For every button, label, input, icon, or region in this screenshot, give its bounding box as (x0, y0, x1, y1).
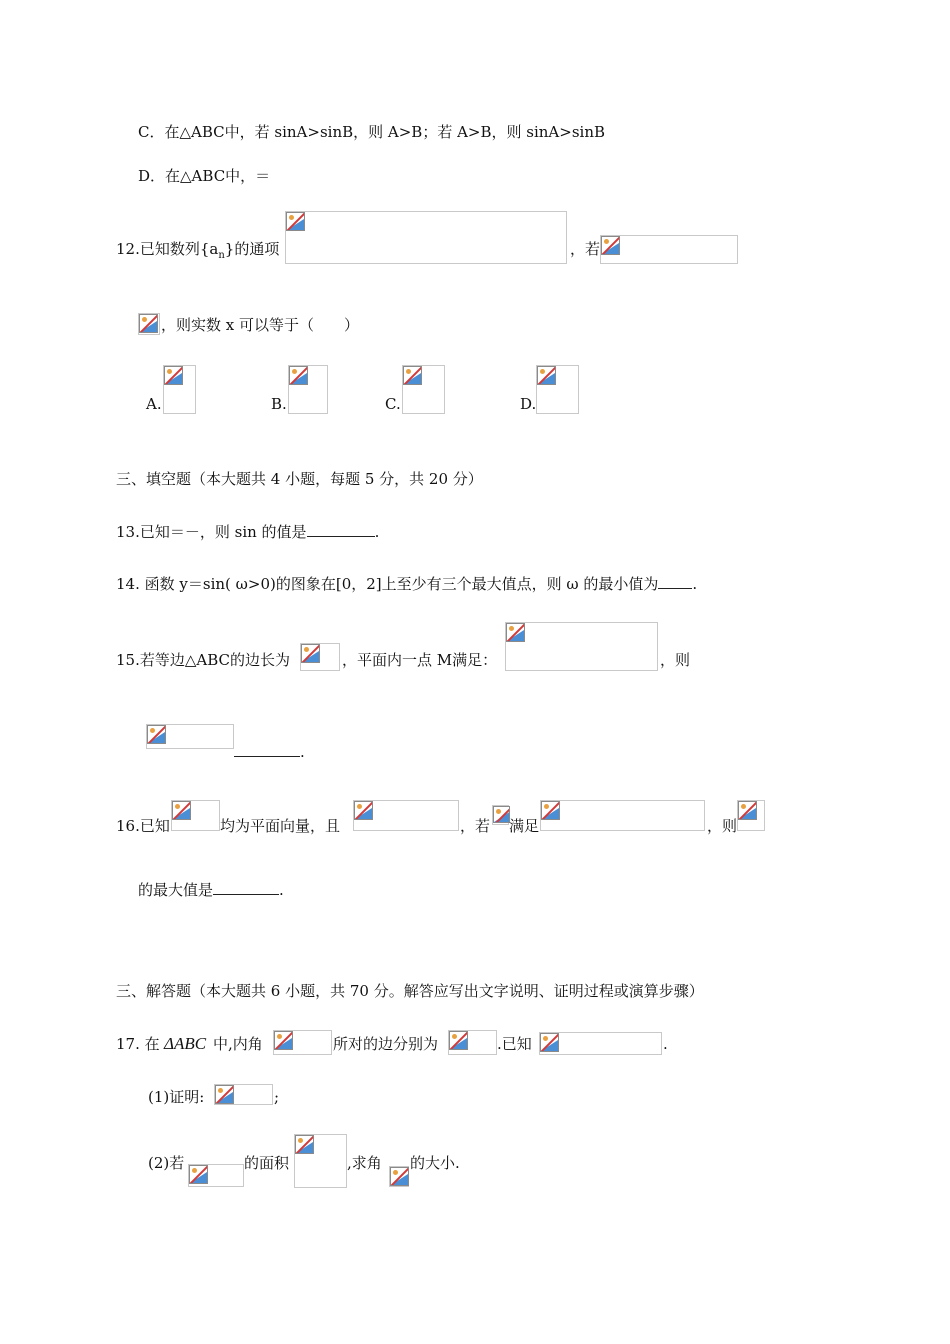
q14-end: . (692, 575, 698, 593)
formula-image (402, 365, 445, 414)
q17-end: . (663, 1035, 668, 1053)
image-placeholder-icon (286, 212, 305, 231)
question-12-text (116, 239, 279, 266)
section-heading-solutions: 三、解答题（本大题共 6 小题，共 70 分。解答应写出文字说明、证明过程或演算步骤） (116, 982, 704, 1000)
q15-part1: 15.若等边△ABC的边长为 (116, 651, 291, 669)
q12-option-b-label: B. (271, 395, 287, 413)
q16-part5: ，则 (707, 817, 738, 835)
q16-part3: ，若 (460, 817, 491, 835)
formula-image (737, 800, 765, 831)
image-placeholder-icon (172, 801, 191, 820)
image-placeholder-icon (215, 1085, 234, 1104)
q13-end: . (374, 523, 380, 541)
q17-part1: 17. 在 (116, 1035, 160, 1053)
q12-option-c-label: C. (385, 395, 401, 413)
image-placeholder-icon (274, 1031, 293, 1050)
q14-text: 14. 函数 y＝sin( ω>0)的图象在[0，2]上至少有三个最大值点，则 ω 的最小值为 (116, 575, 659, 593)
q13-text: 13.已知＝－，则 sin 的值是 (116, 523, 307, 541)
q12-option-a-label: A. (146, 395, 162, 413)
q17-sub1: (1)证明: (148, 1088, 205, 1106)
q15-part3: ，则 (660, 651, 691, 669)
q12-part2: }的通项 (224, 240, 280, 258)
formula-image (273, 1030, 332, 1055)
q17-part4: .已知 (497, 1035, 532, 1053)
q12-part1: 12.已知数列{a (116, 240, 219, 258)
image-placeholder-icon (601, 236, 620, 255)
formula-image (505, 622, 658, 671)
q17-triangle: ΔABC (164, 1034, 207, 1053)
question-16-line2 (138, 880, 284, 900)
answer-blank (307, 522, 375, 537)
formula-image (536, 365, 579, 414)
q16-part2: 均为平面向量，且 (220, 817, 341, 835)
image-placeholder-icon (390, 1167, 409, 1186)
option-d: D．在△ABC中，＝ (138, 167, 271, 185)
formula-image (300, 643, 340, 671)
section-heading-fill-blank: 三、填空题（本大题共 4 小题，每题 5 分，共 20 分） (116, 470, 483, 488)
q12-option-d-label: D. (520, 395, 537, 413)
answer-blank (213, 880, 279, 895)
formula-image (539, 1032, 662, 1055)
answer-blank (234, 742, 300, 757)
q16-line2: 的最大值是 (138, 881, 214, 899)
question-13 (116, 522, 379, 542)
formula-image (288, 365, 328, 414)
image-placeholder-icon (537, 366, 556, 385)
image-placeholder-icon (738, 801, 757, 820)
q15-answer-line (234, 742, 305, 762)
formula-image (389, 1166, 409, 1187)
image-placeholder-icon (493, 806, 510, 823)
q16-part1: 16.已知 (116, 817, 170, 835)
question-14 (116, 574, 697, 594)
q12-part3: ，若 (570, 240, 601, 258)
image-placeholder-icon (164, 366, 183, 385)
formula-image (163, 365, 196, 414)
q16-end: . (279, 881, 284, 899)
formula-image (171, 800, 220, 831)
q17-sub2b: 的面积 (244, 1154, 290, 1172)
q15-part2: ，平面内一点 M满足： (342, 651, 498, 669)
formula-image (188, 1164, 244, 1187)
image-placeholder-icon (295, 1135, 314, 1154)
image-placeholder-icon (449, 1031, 468, 1050)
q17-part3: 所对的边分别为 (333, 1035, 439, 1053)
formula-image (448, 1030, 497, 1055)
image-placeholder-icon (541, 801, 560, 820)
image-placeholder-icon (540, 1033, 559, 1052)
image-placeholder-icon (189, 1165, 208, 1184)
q15-end: . (300, 743, 305, 761)
formula-image (146, 724, 234, 749)
q17-sub2d: 的大小. (410, 1154, 460, 1172)
formula-image (214, 1084, 273, 1105)
q12-line2: ，则实数 x 可以等于（ ） (161, 316, 359, 334)
image-placeholder-icon (354, 801, 373, 820)
q17-sub2c: ,求角 (347, 1154, 382, 1172)
image-placeholder-icon (139, 314, 158, 333)
image-placeholder-icon (403, 366, 422, 385)
formula-image (138, 313, 160, 335)
formula-image (540, 800, 705, 831)
q17-sub1-end: ; (274, 1088, 280, 1106)
formula-image (285, 211, 567, 264)
formula-image (353, 800, 459, 831)
q16-part4: 满足 (509, 817, 540, 835)
q12-subscript: n (218, 250, 225, 261)
image-placeholder-icon (506, 623, 525, 642)
q17-sub2a: (2)若 (148, 1154, 185, 1172)
formula-image (492, 805, 509, 825)
image-placeholder-icon (147, 725, 166, 744)
formula-image (600, 235, 738, 264)
formula-image (294, 1134, 347, 1188)
image-placeholder-icon (289, 366, 308, 385)
option-c: C．在△ABC中，若 sinA>sinB，则 A>B；若 A>B，则 sinA>sinB (138, 123, 606, 141)
q17-part2: 中,内角 (213, 1035, 263, 1053)
answer-blank (658, 574, 692, 589)
image-placeholder-icon (301, 644, 320, 663)
